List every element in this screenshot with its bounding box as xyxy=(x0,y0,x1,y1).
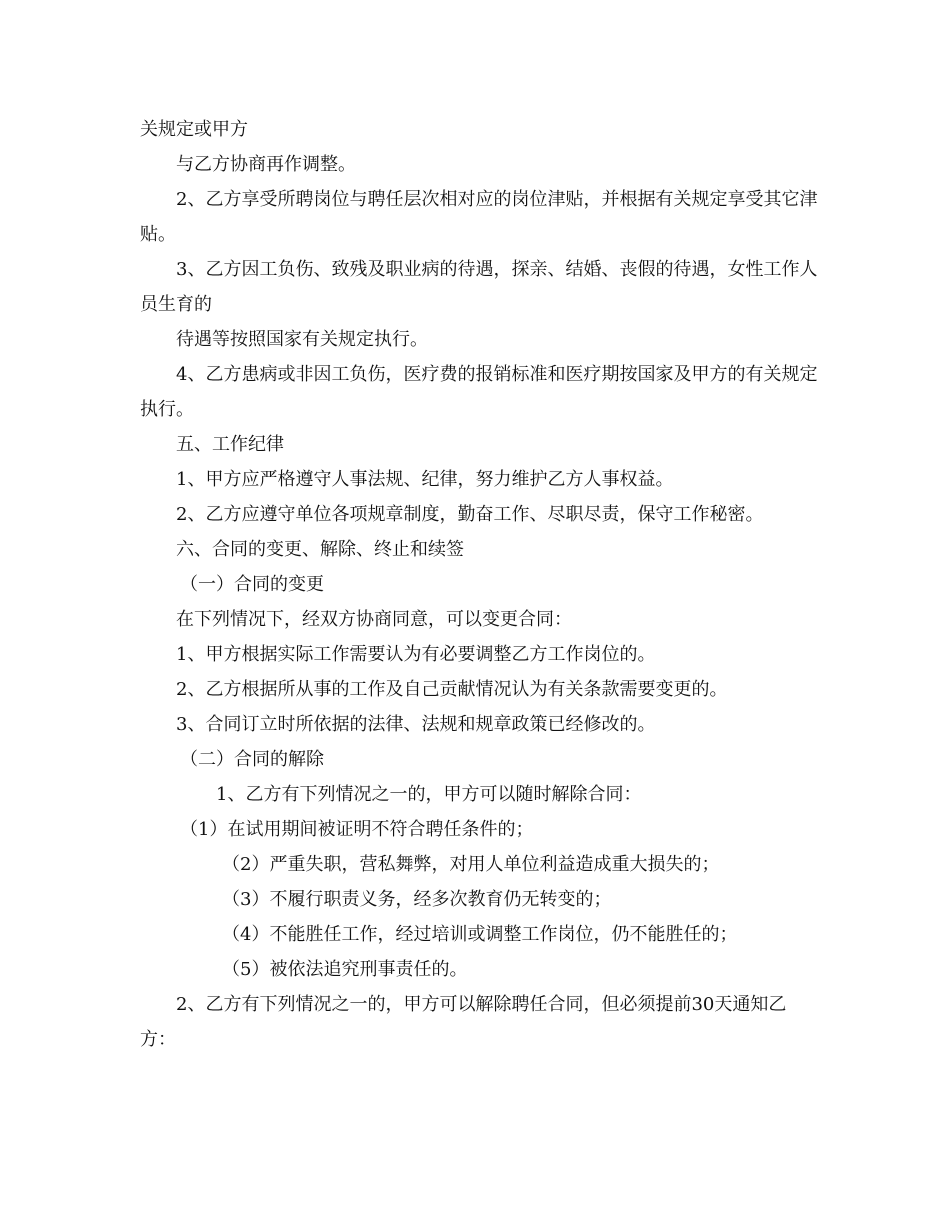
list-item: （4）不能胜任工作，经过培训或调整工作岗位，仍不能胜任的； xyxy=(222,924,738,945)
subsection-heading: （二）合同的解除 xyxy=(180,749,324,770)
list-item: （2）严重失职，营私舞弊，对用人单位利益造成重大损失的； xyxy=(222,854,720,875)
paragraph: 在下列情况下，经双方协商同意，可以变更合同： xyxy=(176,609,572,630)
document-body xyxy=(140,112,820,1057)
section-heading: 五、工作纪律 xyxy=(176,434,284,455)
paragraph: 2、乙方享受所聘岗位与聘任层次相对应的岗位津贴，并根据有关规定享受其它津贴。 xyxy=(140,189,818,245)
list-item: 1、甲方根据实际工作需要认为有必要调整乙方工作岗位的。 xyxy=(176,644,656,665)
paragraph: 与乙方协商再作调整。 xyxy=(176,154,356,175)
paragraph: 待遇等按照国家有关规定执行。 xyxy=(176,329,428,350)
list-item: （3）不履行职责义务，经多次教育仍无转变的； xyxy=(222,889,612,910)
paragraph: 2、乙方有下列情况之一的，甲方可以解除聘任合同，但必须提前30天通知乙方： xyxy=(140,994,787,1050)
list-item: 1、乙方有下列情况之一的，甲方可以随时解除合同： xyxy=(216,784,642,805)
paragraph: 关规定或甲方 xyxy=(140,119,248,140)
section-heading: 六、合同的变更、解除、终止和续签 xyxy=(176,539,464,560)
paragraph: 2、乙方应遵守单位各项规章制度，勤奋工作、尽职尽责，保守工作秘密。 xyxy=(176,504,764,525)
list-item: （1）在试用期间被证明不符合聘任条件的； xyxy=(180,819,534,840)
subsection-heading: （一）合同的变更 xyxy=(180,574,324,595)
list-item: 3、合同订立时所依据的法律、法规和规章政策已经修改的。 xyxy=(176,714,656,735)
paragraph: 4、乙方患病或非因工负伤，医疗费的报销标准和医疗期按国家及甲方的有关规定执行。 xyxy=(140,364,818,420)
paragraph: 1、甲方应严格遵守人事法规、纪律，努力维护乙方人事权益。 xyxy=(176,469,674,490)
paragraph: 3、乙方因工负伤、致残及职业病的待遇，探亲、结婚、丧假的待遇，女性工作人员生育的 xyxy=(140,259,818,315)
list-item: （5）被依法追究刑事责任的。 xyxy=(222,959,468,980)
list-item: 2、乙方根据所从事的工作及自己贡献情况认为有关条款需要变更的。 xyxy=(176,679,728,700)
